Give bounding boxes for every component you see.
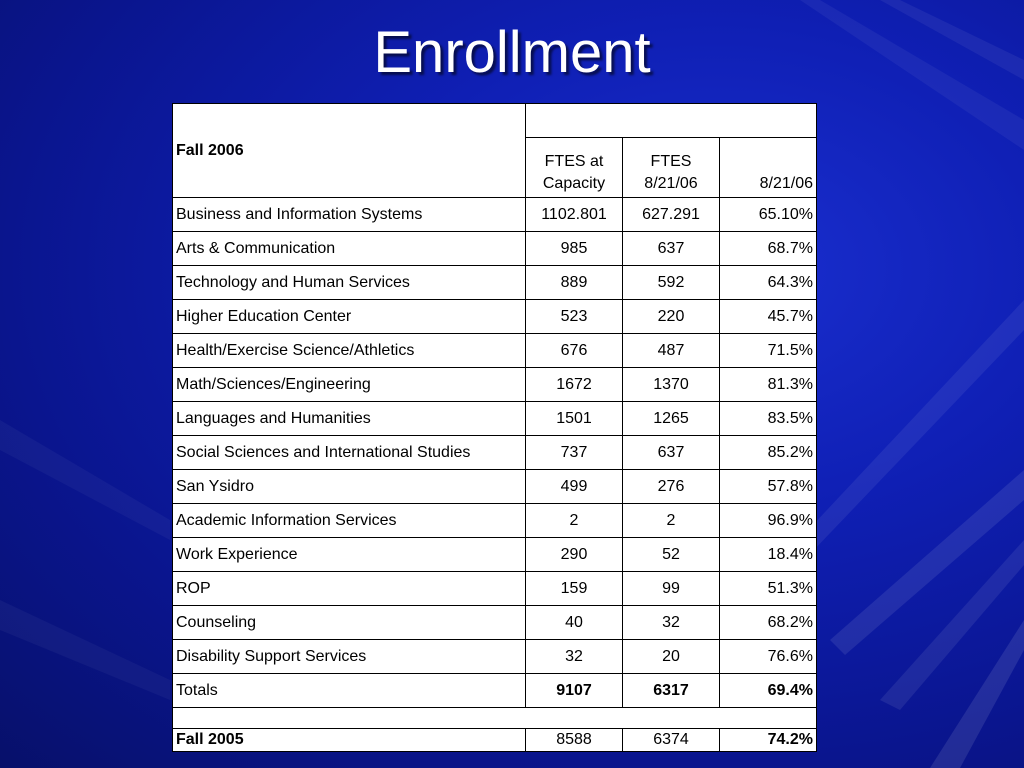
column-header-ftes-line1: FTES <box>650 153 692 170</box>
row-capacity: 985 <box>526 232 623 266</box>
row-name: Higher Education Center <box>173 300 526 334</box>
column-header-capacity <box>526 138 623 198</box>
row-capacity: 2 <box>526 504 623 538</box>
column-header-pct: 8/21/06 <box>720 138 817 198</box>
table-row <box>173 470 817 504</box>
column-header-capacity-line1: FTES at <box>544 153 604 170</box>
row-capacity: 32 <box>526 640 623 674</box>
row-pct: 51.3% <box>720 572 817 606</box>
table-row <box>173 232 817 266</box>
row-ftes: 627.291 <box>623 198 720 232</box>
row-name: Health/Exercise Science/Athletics <box>173 334 526 368</box>
row-name: Social Sciences and International Studies <box>173 436 526 470</box>
row-name: ROP <box>173 572 526 606</box>
row-name: Arts & Communication <box>173 232 526 266</box>
row-ftes: 637 <box>623 436 720 470</box>
row-capacity: 676 <box>526 334 623 368</box>
spacer-cell <box>173 708 817 729</box>
row-pct: 96.9% <box>720 504 817 538</box>
row-ftes: 99 <box>623 572 720 606</box>
table-row <box>173 300 817 334</box>
prior-year-capacity: 8588 <box>526 729 623 752</box>
row-capacity: 40 <box>526 606 623 640</box>
row-pct: 57.8% <box>720 470 817 504</box>
row-capacity: 737 <box>526 436 623 470</box>
row-name: Business and Information Systems <box>173 198 526 232</box>
column-header-ftes-line2: 8/21/06 <box>644 175 698 192</box>
table-row <box>173 640 817 674</box>
row-pct: 68.7% <box>720 232 817 266</box>
column-header-capacity-line2: Capacity <box>542 175 606 192</box>
row-ftes: 637 <box>623 232 720 266</box>
row-ftes: 2 <box>623 504 720 538</box>
row-name: Math/Sciences/Engineering <box>173 368 526 402</box>
row-capacity: 1501 <box>526 402 623 436</box>
row-capacity: 159 <box>526 572 623 606</box>
row-pct: 81.3% <box>720 368 817 402</box>
row-name: Counseling <box>173 606 526 640</box>
row-capacity: 1102.801 <box>526 198 623 232</box>
table-row <box>173 504 817 538</box>
row-capacity: 290 <box>526 538 623 572</box>
row-pct: 64.3% <box>720 266 817 300</box>
enrollment-table <box>172 103 817 752</box>
row-capacity: 523 <box>526 300 623 334</box>
row-pct: 65.10% <box>720 198 817 232</box>
slide-title: Enrollment <box>373 20 651 85</box>
table-row <box>173 606 817 640</box>
prior-year-pct: 74.2% <box>720 729 817 752</box>
table-row <box>173 334 817 368</box>
row-ftes: 276 <box>623 470 720 504</box>
totals-capacity: 9107 <box>526 674 623 708</box>
totals-row <box>173 674 817 708</box>
row-name: Work Experience <box>173 538 526 572</box>
table-row <box>173 402 817 436</box>
prior-year-row <box>173 729 817 752</box>
row-ftes: 487 <box>623 334 720 368</box>
row-pct: 71.5% <box>720 334 817 368</box>
table-row <box>173 538 817 572</box>
row-ftes: 1265 <box>623 402 720 436</box>
row-capacity: 1672 <box>526 368 623 402</box>
totals-pct: 69.4% <box>720 674 817 708</box>
row-pct: 45.7% <box>720 300 817 334</box>
table-row <box>173 436 817 470</box>
table-row <box>173 266 817 300</box>
row-capacity: 499 <box>526 470 623 504</box>
table-row <box>173 572 817 606</box>
row-ftes: 52 <box>623 538 720 572</box>
row-ftes: 20 <box>623 640 720 674</box>
row-ftes: 32 <box>623 606 720 640</box>
table-row <box>173 198 817 232</box>
row-name: San Ysidro <box>173 470 526 504</box>
row-ftes: 1370 <box>623 368 720 402</box>
row-name: Disability Support Services <box>173 640 526 674</box>
prior-year-label: Fall 2005 <box>173 729 526 752</box>
header-blank-cell <box>526 104 817 138</box>
column-header-ftes <box>623 138 720 198</box>
row-ftes: 592 <box>623 266 720 300</box>
row-capacity: 889 <box>526 266 623 300</box>
row-pct: 18.4% <box>720 538 817 572</box>
section-label: Fall 2006 <box>173 104 526 198</box>
table-row <box>173 368 817 402</box>
prior-year-ftes: 6374 <box>623 729 720 752</box>
row-name: Languages and Humanities <box>173 402 526 436</box>
row-pct: 68.2% <box>720 606 817 640</box>
table-header-row <box>173 104 817 138</box>
row-ftes: 220 <box>623 300 720 334</box>
row-pct: 76.6% <box>720 640 817 674</box>
row-pct: 85.2% <box>720 436 817 470</box>
row-name: Technology and Human Services <box>173 266 526 300</box>
row-name: Academic Information Services <box>173 504 526 538</box>
row-pct: 83.5% <box>720 402 817 436</box>
totals-label: Totals <box>173 674 526 708</box>
totals-ftes: 6317 <box>623 674 720 708</box>
spacer-row <box>173 708 817 729</box>
